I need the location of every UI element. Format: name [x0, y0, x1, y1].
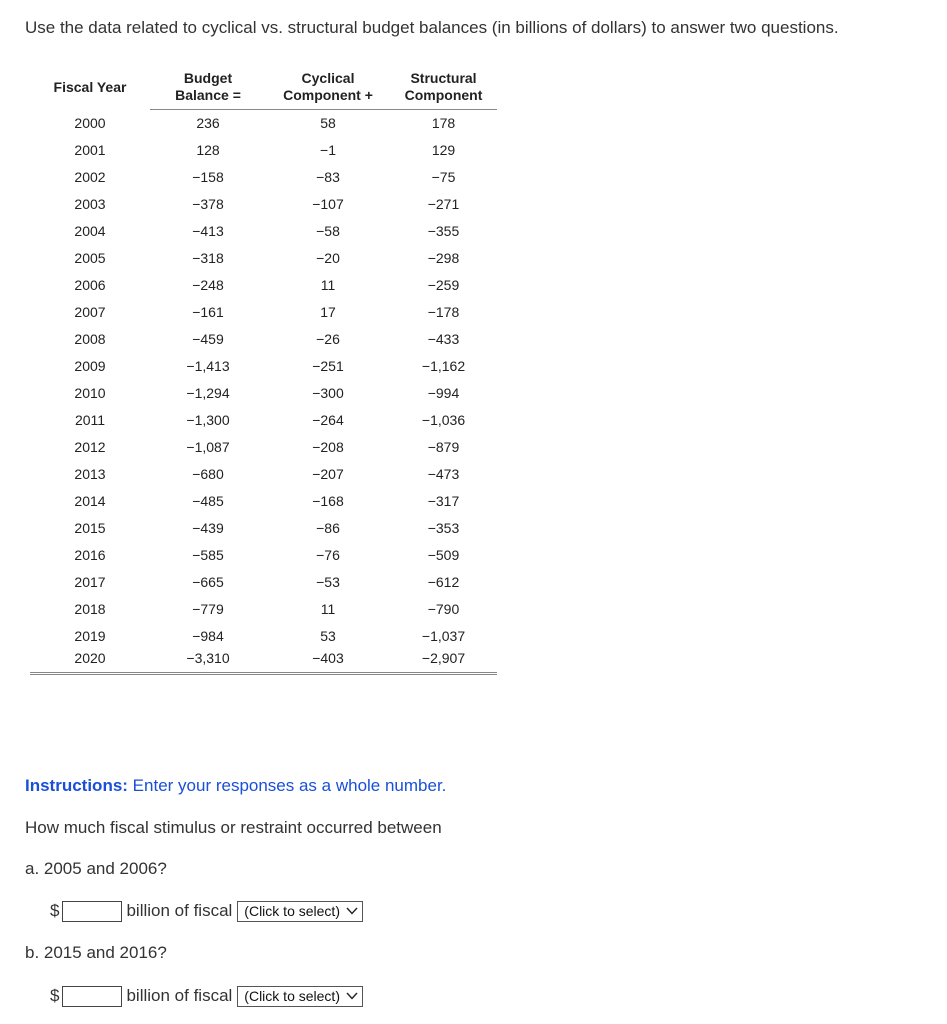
cell-cyclical-component: 11: [320, 277, 336, 293]
budget-table: [30, 66, 497, 675]
cell-cyclical-component: −26: [316, 331, 340, 347]
cell-structural-component: −994: [427, 385, 460, 401]
cell-structural-component: −612: [427, 574, 460, 590]
instructions-text: Enter your responses as a whole number.: [127, 776, 447, 795]
cell-budget-balance: −439: [192, 520, 224, 536]
part-b-amount-input[interactable]: [62, 986, 122, 1007]
cell-structural-component: −2,907: [390, 650, 497, 674]
cell-cyclical-component: −300: [312, 385, 344, 401]
cell-fiscal-year: 2017: [74, 574, 106, 590]
part-b-fiscal-type-select[interactable]: [237, 986, 363, 1007]
cell-budget-balance: −459: [192, 331, 224, 347]
cell-structural-component: −433: [427, 331, 460, 347]
chevron-down-icon: [346, 907, 358, 915]
cell-structural-component: −271: [427, 196, 460, 212]
cell-cyclical-component: −1: [320, 142, 336, 158]
part-a-currency: $: [50, 901, 60, 920]
part-b-currency: $: [50, 986, 60, 1005]
cell-budget-balance: −1,300: [186, 412, 230, 428]
cell-budget-balance: −3,310: [150, 650, 266, 674]
cell-fiscal-year: 2000: [74, 114, 106, 131]
cell-budget-balance: −984: [192, 628, 224, 644]
table-row: [30, 272, 497, 299]
cell-fiscal-year: 2018: [74, 601, 106, 617]
header-budget-balance: Budget Balance =: [150, 66, 266, 109]
table-row: [30, 569, 497, 596]
table-row: [30, 650, 497, 674]
cell-cyclical-component: −20: [316, 250, 340, 266]
cell-structural-component: −509: [427, 547, 460, 563]
part-a-amount-input[interactable]: [62, 901, 122, 922]
table-row: [30, 164, 497, 191]
table-row: [30, 515, 497, 542]
cell-structural-component: 129: [431, 142, 456, 158]
cell-structural-component: −1,036: [421, 412, 466, 428]
cell-budget-balance: −485: [192, 493, 224, 509]
cell-budget-balance: −680: [192, 466, 224, 482]
cell-cyclical-component: −264: [312, 412, 344, 428]
cell-fiscal-year: 2007: [74, 304, 106, 320]
cell-budget-balance: −378: [192, 196, 224, 212]
cell-cyclical-component: −83: [316, 169, 340, 185]
table-row: [30, 488, 497, 515]
cell-cyclical-component: −53: [316, 574, 340, 590]
cell-fiscal-year: 2006: [74, 277, 106, 293]
table-row: [30, 109, 497, 137]
cell-structural-component: −879: [427, 439, 460, 455]
part-a-answer-row: [50, 899, 363, 923]
cell-cyclical-component: −58: [316, 223, 340, 239]
table-row: [30, 326, 497, 353]
cell-structural-component: −473: [427, 466, 460, 482]
instructions: [25, 776, 446, 796]
cell-budget-balance: −413: [192, 223, 224, 239]
table-row: [30, 218, 497, 245]
cell-fiscal-year: 2019: [74, 628, 106, 644]
table-header-row: [30, 66, 497, 109]
cell-budget-balance: −585: [192, 547, 224, 563]
table-row: [30, 137, 497, 164]
cell-structural-component: −353: [427, 520, 460, 536]
cell-fiscal-year: 2008: [74, 331, 106, 347]
cell-budget-balance: −248: [192, 277, 224, 293]
part-a-unit-text: billion of fiscal: [126, 901, 233, 920]
cell-budget-balance: −161: [192, 304, 224, 320]
cell-fiscal-year: 2013: [74, 466, 106, 482]
cell-structural-component: −298: [427, 250, 460, 266]
table-row: [30, 407, 497, 434]
cell-budget-balance: −665: [192, 574, 224, 590]
part-b-select-label: (Click to select): [244, 988, 340, 1004]
cell-budget-balance: −1,087: [186, 439, 230, 455]
cell-structural-component: −1,037: [421, 628, 466, 644]
cell-cyclical-component: 53: [320, 628, 336, 644]
table-row: [30, 191, 497, 218]
intro-text: Use the data related to cyclical vs. structural budget balances (in billions of dollars) to answer two questions.: [25, 18, 839, 37]
cell-fiscal-year: 2009: [74, 358, 106, 374]
header-structural-component: Structural Component: [390, 66, 497, 109]
table-row: [30, 245, 497, 272]
cell-fiscal-year: 2015: [74, 520, 106, 536]
cell-cyclical-component: −107: [312, 196, 344, 212]
part-b-unit-text: billion of fiscal: [126, 986, 233, 1005]
cell-fiscal-year: 2020: [30, 650, 150, 674]
cell-budget-balance: −1,294: [186, 385, 230, 401]
instructions-label: Instructions:: [25, 776, 128, 795]
cell-budget-balance: −158: [192, 169, 224, 185]
chevron-down-icon: [346, 992, 358, 1000]
cell-budget-balance: 236: [196, 115, 220, 131]
cell-structural-component: 178: [431, 115, 456, 131]
cell-structural-component: −259: [427, 277, 460, 293]
cell-cyclical-component: −208: [312, 439, 344, 455]
table-row: [30, 623, 497, 650]
cell-budget-balance: −1,413: [186, 358, 230, 374]
cell-cyclical-component: −403: [266, 650, 390, 674]
header-cyclical-component: Cyclical Component +: [266, 66, 390, 109]
cell-cyclical-component: −76: [316, 547, 340, 563]
cell-fiscal-year: 2014: [74, 493, 106, 509]
cell-cyclical-component: 11: [320, 601, 336, 617]
part-a-fiscal-type-select[interactable]: [237, 901, 363, 922]
cell-fiscal-year: 2003: [74, 196, 106, 212]
cell-fiscal-year: 2001: [74, 142, 106, 158]
cell-fiscal-year: 2016: [74, 547, 106, 563]
part-a-label: a. 2005 and 2006?: [25, 859, 167, 878]
part-a-select-label: (Click to select): [244, 903, 340, 919]
cell-cyclical-component: −251: [312, 358, 344, 374]
cell-cyclical-component: −207: [312, 466, 344, 482]
cell-structural-component: −178: [427, 304, 460, 320]
cell-budget-balance: −779: [192, 601, 224, 617]
cell-cyclical-component: 58: [320, 115, 336, 131]
cell-fiscal-year: 2002: [74, 169, 106, 185]
cell-cyclical-component: 17: [320, 304, 336, 320]
table-body: [30, 109, 497, 673]
cell-budget-balance: 128: [196, 142, 220, 158]
cell-fiscal-year: 2012: [74, 439, 106, 455]
table-row: [30, 542, 497, 569]
cell-cyclical-component: −86: [316, 520, 340, 536]
table-row: [30, 353, 497, 380]
question-text: How much fiscal stimulus or restraint occurred between: [25, 818, 442, 837]
cell-structural-component: −75: [431, 169, 456, 185]
cell-fiscal-year: 2010: [74, 385, 106, 401]
header-fiscal-year: Fiscal Year: [53, 79, 127, 95]
table-row: [30, 434, 497, 461]
table-row: [30, 461, 497, 488]
table-row: [30, 380, 497, 407]
cell-structural-component: −1,162: [421, 358, 466, 374]
cell-cyclical-component: −168: [312, 493, 344, 509]
table-row: [30, 299, 497, 326]
cell-structural-component: −790: [427, 601, 460, 617]
cell-structural-component: −317: [427, 493, 460, 509]
cell-budget-balance: −318: [192, 250, 224, 266]
part-b-label: b. 2015 and 2016?: [25, 943, 167, 962]
cell-fiscal-year: 2004: [74, 223, 106, 239]
part-b-answer-row: [50, 984, 363, 1008]
table-row: [30, 596, 497, 623]
cell-fiscal-year: 2011: [74, 412, 106, 428]
cell-structural-component: −355: [427, 223, 460, 239]
cell-fiscal-year: 2005: [74, 250, 106, 266]
